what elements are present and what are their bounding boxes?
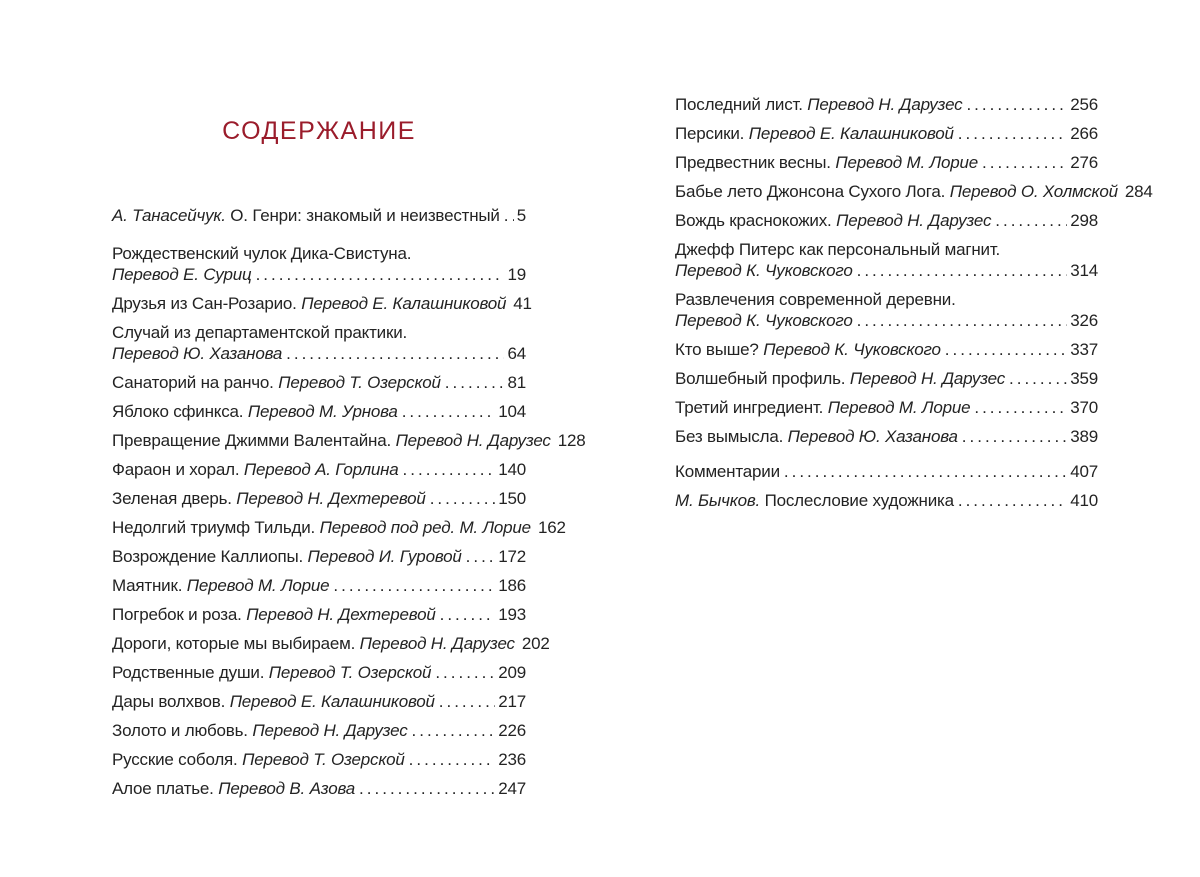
translator-credit: Перевод М. Урнова	[247, 402, 398, 421]
page-number: 407	[1070, 462, 1098, 481]
toc-entry-text	[112, 604, 436, 625]
page-number: 81	[507, 373, 526, 392]
toc-entry-line	[112, 604, 526, 625]
toc-entry-line	[112, 459, 526, 480]
page-number: 217	[498, 692, 526, 711]
toc-entry-line	[112, 243, 526, 264]
toc-entry	[675, 368, 1098, 389]
toc-entry	[112, 205, 526, 226]
toc-entry-line	[112, 546, 526, 567]
toc-entry-text	[112, 372, 441, 393]
toc-entry-line	[112, 372, 526, 393]
dot-leader	[995, 210, 1067, 231]
dot-leader	[974, 397, 1067, 418]
page-number: 256	[1070, 95, 1098, 114]
toc-entry-line	[675, 239, 1098, 260]
toc-entry-text	[112, 575, 329, 596]
toc-entry	[675, 461, 1098, 482]
translator-credit: Перевод К. Чуковского	[675, 311, 853, 330]
page-number: 298	[1070, 211, 1098, 230]
dot-leader	[430, 488, 496, 509]
toc-left-column	[112, 117, 586, 807]
translator-credit: Перевод М. Лорие	[835, 153, 978, 172]
dot-leader	[412, 720, 496, 741]
page-number: 389	[1070, 427, 1098, 446]
toc-entry	[112, 293, 532, 314]
toc-entry	[112, 243, 526, 285]
toc-entry-text	[112, 205, 500, 226]
entry-title: Русские соболя.	[112, 750, 243, 769]
toc-entry-line	[112, 293, 532, 314]
toc-entry	[112, 749, 526, 770]
toc-entry	[112, 488, 526, 509]
translator-credit: Перевод Н. Дарузес	[252, 721, 408, 740]
entry-title: Дары волхвов.	[112, 692, 230, 711]
translator-credit: Перевод Т. Озерской	[268, 663, 432, 682]
entry-title: Послесловие художника	[764, 491, 954, 510]
entry-title: Зеленая дверь.	[112, 489, 237, 508]
translator-credit: Перевод А. Горлина	[243, 460, 399, 479]
dot-leader	[286, 343, 504, 364]
toc-entry	[675, 210, 1098, 231]
toc-entry	[112, 778, 526, 799]
toc-entry-text	[112, 546, 462, 567]
toc-entry-line	[112, 430, 586, 451]
toc-entry-line	[675, 461, 1098, 482]
toc-entry-text	[675, 397, 970, 418]
toc-entry	[675, 397, 1098, 418]
toc-entry	[112, 517, 566, 538]
dot-leader	[439, 691, 495, 712]
dot-leader	[945, 339, 1067, 360]
entry-title: Вождь краснокожих.	[675, 211, 837, 230]
toc-entry-line	[112, 778, 526, 799]
page-number: 162	[537, 518, 566, 537]
toc-entry-line	[675, 490, 1098, 511]
dot-leader	[435, 662, 495, 683]
toc-entry	[112, 662, 526, 683]
dot-leader	[958, 123, 1067, 144]
page-number: 226	[498, 721, 526, 740]
page-number: 284	[1124, 182, 1153, 201]
dot-leader	[333, 575, 495, 596]
entry-title: Персики.	[675, 124, 749, 143]
dot-leader	[409, 749, 496, 770]
translator-credit: Перевод Н. Дарузес	[849, 369, 1005, 388]
page-number: 104	[498, 402, 526, 421]
toc-entry-line	[112, 401, 526, 422]
toc-entry	[675, 426, 1098, 447]
toc-entry-line	[112, 633, 550, 654]
toc-entry-text	[112, 243, 411, 264]
entry-title: О. Генри: знакомый и неизвестный	[230, 206, 500, 225]
toc-entry-text	[675, 152, 978, 173]
toc-entry-line	[675, 152, 1098, 173]
toc-entry	[112, 546, 526, 567]
toc-entry-text	[675, 461, 780, 482]
toc-entry-text	[675, 210, 991, 231]
toc-entry	[112, 401, 526, 422]
page-number: 410	[1070, 491, 1098, 510]
entry-title: Золото и любовь.	[112, 721, 253, 740]
toc-entry-line	[675, 123, 1098, 144]
entry-title: Рождественский чулок Дика-Свистуна.	[112, 244, 412, 263]
entry-title: Джефф Питерс как персональный магнит.	[675, 240, 1001, 259]
page-number: 193	[498, 605, 526, 624]
toc-entry-text	[675, 490, 954, 511]
toc-entry-text	[112, 662, 431, 683]
entry-title: Превращение Джимми Валентайна.	[112, 431, 396, 450]
toc-entry-text	[675, 94, 962, 115]
page-number: 140	[498, 460, 526, 479]
translator-credit: Перевод Н. Дарузес	[395, 431, 551, 450]
entry-title: Алое платье.	[112, 779, 219, 798]
toc-entry-text	[112, 401, 398, 422]
toc-entry	[675, 152, 1098, 173]
toc-entry	[112, 372, 526, 393]
toc-entry-text	[112, 293, 506, 314]
toc-entry-line	[112, 662, 526, 683]
toc-entry-line	[675, 310, 1098, 331]
toc-entry	[112, 720, 526, 741]
toc-entry-text	[675, 339, 941, 360]
page-number: 370	[1070, 398, 1098, 417]
translator-credit: Перевод И. Гуровой	[307, 547, 462, 566]
toc-entry-line	[675, 368, 1098, 389]
translator-credit: Перевод под ред. М. Лорие	[319, 518, 531, 537]
entry-title: Маятник.	[112, 576, 187, 595]
toc-entry-text	[675, 123, 954, 144]
toc-entry-text	[112, 264, 252, 285]
toc-right-column	[675, 94, 1153, 519]
toc-entry-text	[112, 343, 282, 364]
translator-credit: Перевод Е. Калашниковой	[229, 692, 435, 711]
entry-title: Развлечения современной деревни.	[675, 290, 956, 309]
translator-credit: Перевод Е. Калашниковой	[301, 294, 507, 313]
toc-entry	[675, 289, 1098, 331]
toc-entry-line	[112, 488, 526, 509]
page-number: 19	[507, 265, 526, 284]
translator-credit: Перевод К. Чуковского	[675, 261, 853, 280]
toc-entry-text	[675, 181, 1118, 202]
toc-entry-text	[112, 749, 405, 770]
page-number: 41	[513, 294, 532, 313]
toc-entry-text	[675, 289, 956, 310]
translator-credit: Перевод М. Лорие	[186, 576, 330, 595]
toc-entry-text	[112, 517, 531, 538]
toc-entry-text	[112, 322, 407, 343]
toc-entry-line	[675, 289, 1098, 310]
entry-title: Дороги, которые мы выбираем.	[112, 634, 360, 653]
toc-entry-line	[112, 343, 526, 364]
page-number: 314	[1070, 261, 1098, 280]
toc-entry	[112, 633, 550, 654]
toc-entry-text	[112, 488, 426, 509]
toc-entry-line	[112, 691, 526, 712]
toc-entry-line	[675, 94, 1098, 115]
translator-credit: Перевод Ю. Хазанова	[112, 344, 283, 363]
toc-entry	[112, 430, 586, 451]
toc-entry	[112, 575, 526, 596]
toc-entry-line	[112, 720, 526, 741]
dot-leader	[1009, 368, 1067, 389]
toc-entry	[675, 181, 1153, 202]
toc-entry	[112, 691, 526, 712]
toc-entry-line	[112, 205, 526, 226]
dot-leader	[402, 401, 496, 422]
translator-credit: Перевод Н. Дехтеревой	[246, 605, 436, 624]
entry-title: Бабье лето Джонсона Сухого Лога.	[675, 182, 950, 201]
dot-leader	[440, 604, 496, 625]
entry-title: Недолгий триумф Тильди.	[112, 518, 320, 537]
dot-leader	[403, 459, 496, 480]
dot-leader	[962, 426, 1067, 447]
toc-entry-line	[675, 210, 1098, 231]
toc-entry-text	[112, 720, 408, 741]
translator-credit: Перевод М. Лорие	[827, 398, 971, 417]
dot-leader	[857, 260, 1068, 281]
toc-entry-line	[675, 260, 1098, 281]
toc-entry-line	[112, 575, 526, 596]
translator-credit: Перевод В. Азова	[218, 779, 356, 798]
toc-entry-line	[675, 397, 1098, 418]
entry-title: Погребок и роза.	[112, 605, 247, 624]
translator-credit: Перевод Н. Дехтеревой	[236, 489, 426, 508]
page-number: 326	[1070, 311, 1098, 330]
toc-entry	[675, 94, 1098, 115]
dot-leader	[966, 94, 1067, 115]
toc-entry-text	[675, 260, 853, 281]
translator-credit: Перевод Н. Дарузес	[836, 211, 992, 230]
dot-leader	[784, 461, 1067, 482]
page-number: 186	[498, 576, 526, 595]
entry-title: Кто выше?	[675, 340, 764, 359]
entry-title: Волшебный профиль.	[675, 369, 850, 388]
toc-entry-text	[112, 430, 551, 451]
page-title: СОДЕРЖАНИЕ	[222, 117, 416, 145]
dot-leader	[445, 372, 505, 393]
entry-title: Без вымысла.	[675, 427, 788, 446]
toc-entry-text	[112, 459, 399, 480]
page-number: 209	[498, 663, 526, 682]
entry-title: Друзья из Сан-Розарио.	[112, 294, 302, 313]
dot-leader	[359, 778, 495, 799]
toc-entry-line	[112, 322, 526, 343]
toc-entry-text	[112, 778, 355, 799]
translator-credit: Перевод Е. Калашниковой	[748, 124, 954, 143]
page-number: 64	[507, 344, 526, 363]
dot-leader	[504, 205, 514, 226]
entry-title: Предвестник весны.	[675, 153, 836, 172]
page-number: 150	[498, 489, 526, 508]
translator-credit: Перевод Т. Озерской	[242, 750, 405, 769]
page-number: 172	[498, 547, 526, 566]
page-number: 247	[498, 779, 526, 798]
page-number: 359	[1070, 369, 1098, 388]
toc-entry-text	[112, 691, 435, 712]
translator-credit: М. Бычков.	[675, 491, 765, 510]
entry-title: Комментарии	[675, 462, 780, 481]
entry-title: Родственные души.	[112, 663, 269, 682]
toc-entry-line	[675, 181, 1153, 202]
entry-title: Возрождение Каллиопы.	[112, 547, 308, 566]
toc-left-entries	[112, 205, 586, 799]
entry-title: Санаторий на ранчо.	[112, 373, 279, 392]
toc-entry-line	[675, 339, 1098, 360]
toc-entry-line	[112, 517, 566, 538]
entry-title: Фараон и хорал.	[112, 460, 244, 479]
toc-entry-text	[675, 368, 1005, 389]
entry-title: Третий ингредиент.	[675, 398, 828, 417]
toc-entry-text	[675, 310, 853, 331]
translator-credit: Перевод Ю. Хазанова	[787, 427, 958, 446]
toc-entry-text	[675, 426, 958, 447]
toc-right-entries	[675, 94, 1153, 511]
toc-entry	[112, 604, 526, 625]
toc-entry-text	[112, 633, 515, 654]
page-number: 337	[1070, 340, 1098, 359]
page-number: 236	[498, 750, 526, 769]
translator-credit: Перевод О. Холмской	[949, 182, 1118, 201]
toc-entry-line	[112, 749, 526, 770]
translator-credit: Перевод Е. Суриц	[112, 265, 252, 284]
toc-entry-line	[112, 264, 526, 285]
translator-credit: А. Танасейчук.	[112, 206, 231, 225]
page-number: 266	[1070, 124, 1098, 143]
dot-leader	[466, 546, 496, 567]
entry-title: Последний лист.	[675, 95, 808, 114]
toc-entry-text	[675, 239, 1000, 260]
entry-title: Яблоко сфинкса.	[112, 402, 248, 421]
dot-leader	[857, 310, 1068, 331]
toc-entry	[675, 123, 1098, 144]
toc-entry	[675, 490, 1098, 511]
dot-leader	[256, 264, 505, 285]
translator-credit: Перевод К. Чуковского	[763, 340, 941, 359]
toc-entry	[675, 239, 1098, 281]
toc-entry	[112, 322, 526, 364]
page-number: 5	[516, 206, 526, 225]
page-number: 202	[521, 634, 550, 653]
entry-title: Случай из департаментской практики.	[112, 323, 408, 342]
translator-credit: Перевод Н. Дарузес	[359, 634, 515, 653]
dot-leader	[982, 152, 1067, 173]
translator-credit: Перевод Н. Дарузес	[807, 95, 963, 114]
toc-entry	[112, 459, 526, 480]
dot-leader	[958, 490, 1067, 511]
page-number: 276	[1070, 153, 1098, 172]
toc-entry-line	[675, 426, 1098, 447]
toc-entry	[675, 339, 1098, 360]
translator-credit: Перевод Т. Озерской	[278, 373, 441, 392]
page-number: 128	[557, 431, 586, 450]
